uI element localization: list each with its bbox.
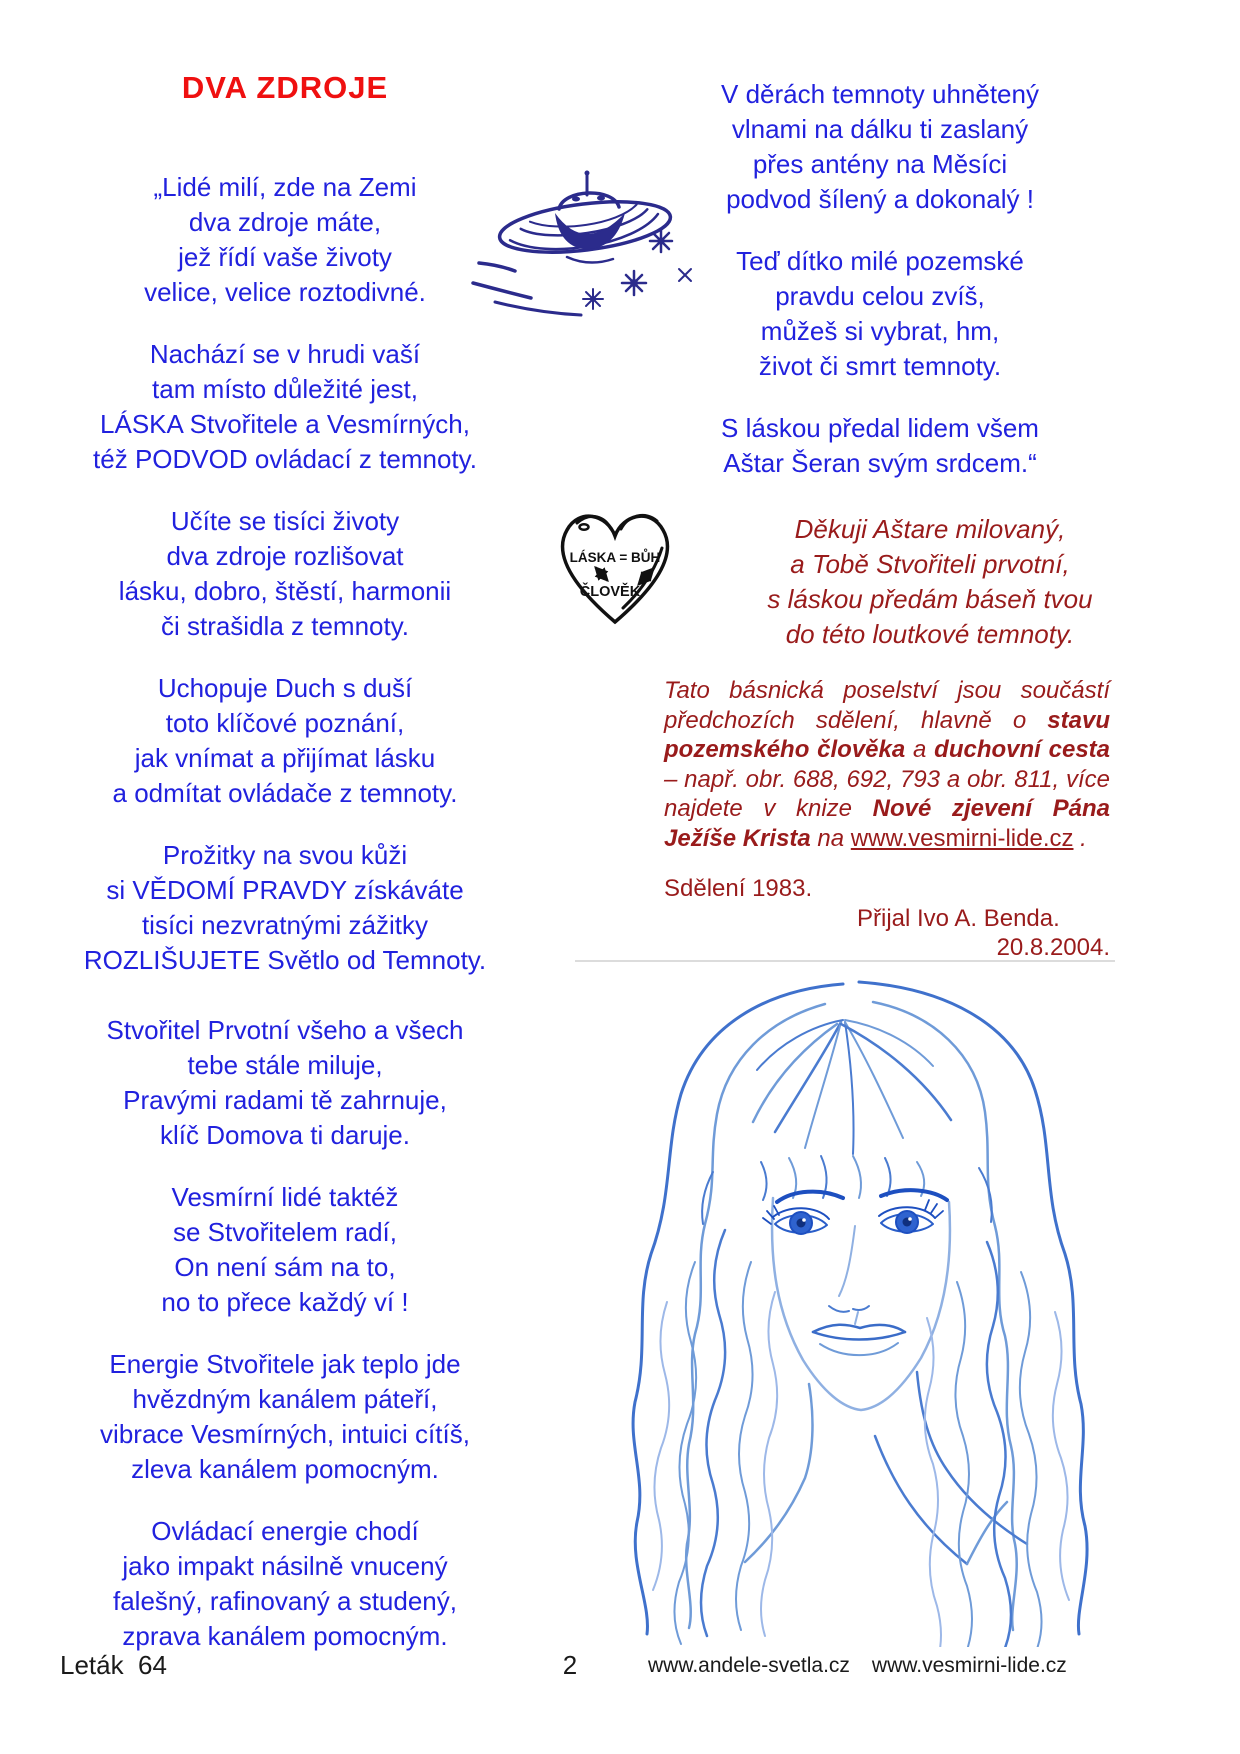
poem-line: no to přece každý ví ! — [161, 1287, 409, 1317]
poem-line: život či smrt temnoty. — [758, 351, 1002, 381]
note-text: na — [810, 824, 851, 852]
poem-line: On není sám na to, — [174, 1252, 396, 1282]
footer-url-andele-svetla: www.andele-svetla.cz — [648, 1654, 850, 1677]
poem-line: V děrách temnoty uhnětený — [721, 79, 1039, 109]
page-number: 2 — [562, 1650, 578, 1680]
right-poem-column — [640, 77, 1120, 508]
poem-line: tebe stále miluje, — [187, 1050, 383, 1080]
poem-line: velice, velice roztodivné. — [144, 277, 426, 307]
note-text: . — [1073, 824, 1087, 852]
poem-stanza — [640, 77, 1120, 217]
poem-line: do této loutkové temnoty. — [785, 619, 1075, 649]
heart-label-top: LÁSKA = BŮH — [569, 550, 661, 565]
poem-line: tisíci nezvratnými zážitky — [141, 910, 429, 940]
poem-line: lásku, dobro, štěstí, harmonii — [118, 576, 452, 606]
poem-line: Učíte se tisíci životy — [170, 506, 400, 536]
poem-line: Aštar Šeran svým srdcem.“ — [723, 448, 1037, 478]
poem-line: Stvořitel Prvotní všeho a všech — [106, 1015, 464, 1045]
poem-line: klíč Domova ti daruje. — [160, 1120, 410, 1150]
poem-line: s láskou předám báseň tvou — [767, 584, 1093, 614]
poem-line: ROZLIŠUJETE Světlo od Temnoty. — [83, 945, 487, 975]
poem-line: jak vnímat a přijímat lásku — [134, 743, 436, 773]
note-paragraph — [664, 676, 1110, 853]
poem-line: vibrace Vesmírných, intuici cítíš, — [100, 1419, 470, 1449]
poem-line: vlnami na dálku ti zaslaný — [731, 114, 1029, 144]
leaflet-number: Leták 64 — [60, 1650, 167, 1680]
note-text: – např. obr. 688, 692, 793 a obr. 811, více najdete v knize — [664, 765, 1110, 822]
date-line: 20.8.2004. — [996, 934, 1110, 961]
note-text: Tato básnická poselství jsou součástí předchozích sdělení, hlavně o — [664, 677, 1110, 734]
poem-line: přes antény na Měsíci — [752, 149, 1008, 179]
poem-stanza — [35, 1013, 535, 1153]
woman-portrait-drawing — [575, 960, 1115, 1647]
poem-stanza — [35, 170, 535, 310]
poem-line: jako impakt násilně vnucený — [122, 1551, 448, 1581]
poem-stanza — [35, 1180, 535, 1320]
poem-line: Uchopuje Duch s duší — [157, 673, 413, 703]
poem-line: dva zdroje máte, — [188, 207, 382, 237]
note-text: a — [905, 736, 935, 763]
poem-stanza — [640, 411, 1120, 481]
poem-line: Ovládací energie chodí — [151, 1516, 419, 1546]
poem-line: jež řídí vaše životy — [178, 242, 392, 272]
poem-line: a odmítat ovládače z temnoty. — [112, 778, 458, 808]
footer-urls — [648, 1654, 1089, 1678]
heart-label-bottom: ČLOVĚK — [579, 584, 641, 600]
poem-line: Vesmírní lidé taktéž — [171, 1182, 399, 1212]
poem-line: zprava kanálem pomocným. — [122, 1621, 448, 1651]
poem-stanza — [640, 244, 1120, 384]
poem-line: Pravými radami tě zahrnuje, — [123, 1085, 447, 1115]
left-poem-column — [35, 170, 535, 1681]
message-year-line: Sdělení 1983. — [664, 875, 813, 902]
poem-stanza — [35, 504, 535, 644]
poem-stanza — [35, 1514, 535, 1654]
footer-url-vesmirni-lide: www.vesmirni-lide.cz — [871, 1654, 1067, 1677]
poem-line: dva zdroje rozlišovat — [166, 541, 404, 571]
poem-line: a Tobě Stvořiteli prvotní, — [790, 549, 1070, 579]
poem-line: LÁSKA Stvořitele a Vesmírných, — [100, 409, 470, 439]
poem-line: Nachází se v hrudi vaší — [149, 339, 421, 369]
poem-stanza — [35, 838, 535, 978]
poem-line: či strašidla z temnoty. — [160, 611, 410, 641]
poem-line: pravdu celou zvíš, — [775, 281, 985, 311]
poem-line: toto klíčové poznání, — [165, 708, 405, 738]
poem-line: „Lidé milí, zde na Zemi — [153, 172, 417, 202]
note-bold-text: Nové zjevení Pána Ježíše Krista — [664, 795, 1110, 852]
poem-line: můžeš si vybrat, hm, — [760, 316, 1000, 346]
poem-line: se Stvořitelem radí, — [173, 1217, 397, 1247]
poem-line: si VĚDOMÍ PRAVDY získáváte — [106, 875, 464, 905]
poem-line: Prožitky na svou kůži — [162, 840, 408, 870]
dedication-stanza — [690, 512, 1170, 652]
page-title: DVA ZDROJE — [181, 70, 389, 105]
poem-line: Teď dítko milé pozemské — [736, 246, 1024, 276]
message-meta — [664, 874, 1110, 963]
vesmirni-lide-link[interactable]: www.vesmirni-lide.cz — [850, 824, 1074, 852]
poem-line: podvod šílený a dokonalý ! — [726, 184, 1034, 214]
poem-line: zleva kanálem pomocným. — [131, 1454, 439, 1484]
note-bold-text: stavu pozemského člověka — [664, 706, 1110, 763]
poem-line: hvězdným kanálem páteří, — [132, 1384, 438, 1414]
poem-line: S láskou předal lidem všem — [721, 413, 1039, 443]
heart-icon — [543, 498, 688, 643]
poem-stanza — [35, 337, 535, 477]
poem-stanza — [35, 671, 535, 811]
poem-line: Děkuji Aštare milovaný, — [794, 514, 1066, 544]
note-bold-text: duchovní cesta — [934, 736, 1111, 763]
poem-line: Energie Stvořitele jak teplo jde — [109, 1349, 461, 1379]
heart-diagram — [543, 498, 688, 643]
poem-line: tam místo důležité jest, — [152, 374, 418, 404]
poem-stanza — [35, 1347, 535, 1487]
poem-line: falešný, rafinovaný a studený, — [113, 1586, 457, 1616]
received-by-line: Přijal Ivo A. Benda. — [857, 904, 1060, 932]
woman-portrait-icon — [575, 962, 1115, 1647]
poem-line: též PODVOD ovládací z temnoty. — [93, 444, 477, 474]
